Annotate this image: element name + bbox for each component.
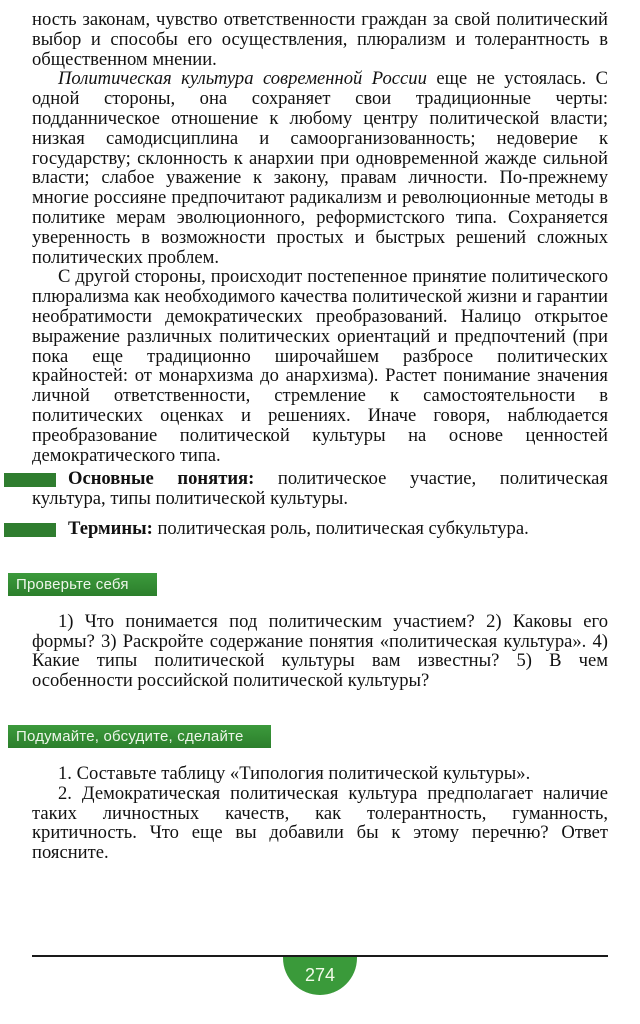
task-1: 1. Составьте таблицу «Типология политической культуры». — [58, 762, 531, 784]
paragraph-2-italic-lead: Политическая культура современной России — [58, 68, 427, 90]
concepts-marker — [4, 473, 56, 487]
paragraph-3: С другой стороны, происходит постепенное принятие политического плюрализма как необходимого качества политической жизни и гарантии необратимости демократических преобразований. Налицо открытое выражение различных политических ориентаций и предпочтений (при пока еще традиционно широчайшем разбросе политических крайностей: от монархизма до анархизма). Растет понимание значения личной ответственности, стремление к самостоятельности в политических оценках и решениях. Иначе говоря, наблюдается преобразование политической культуры на основе ценностей демократического типа. — [32, 266, 608, 466]
page-content — [16, 9, 608, 864]
task-2: 2. Демократическая политическая культура предполагает наличие таких личностных качеств, как толерантность, гуманность, критичность. Что еще вы добавили бы к этому перечню? Ответ поясните. — [32, 782, 608, 864]
terms-block — [32, 519, 608, 539]
paragraph-2-text: еще не устоялась. С одной стороны, она сохраняет свои традиционные черты: подданническое отношение к любому центру политической власти; низкая самодисциплина и самоорганизованность; недоверие к государству; склонность к анархии при одновременной жажде сильной власти; слабое уважение к закону, правам личности. По-прежнему многие россияне предпочитают радикализм и революционные методы в политике мерам эволюционного, реформистского типа. Сохраняется уверенность в возможности простых и быстрых решений сложных политических проблем. — [32, 68, 608, 268]
concepts-label: Основные понятия: — [68, 468, 255, 490]
concepts-block — [32, 469, 608, 509]
page-number: 274 — [283, 957, 357, 995]
terms-text: политическая роль, политическая субкультура. — [152, 517, 529, 539]
think-discuss-heading: Подумайте, обсудите, сделайте — [8, 725, 271, 748]
check-yourself-heading: Проверьте себя — [8, 573, 157, 596]
check-yourself-questions: 1) Что понимается под политическим участием? 2) Каковы его формы? 3) Раскройте содержание понятия «политическая культура». 4) Какие типы политической культуры вам известны? 5) В чем особенности российской политической культуры? — [32, 610, 608, 692]
terms-label: Термины: — [68, 517, 153, 539]
paragraph-2 — [32, 69, 608, 267]
paragraph-1: ность законам, чувство ответственности граждан за свой политический выбор и способы его осуществления, плюрализм и толерантность в общественном мнении. — [32, 9, 608, 70]
concepts-text: политическое участие, политическая культура, типы политической культуры. — [32, 468, 608, 510]
terms-marker — [4, 523, 56, 537]
